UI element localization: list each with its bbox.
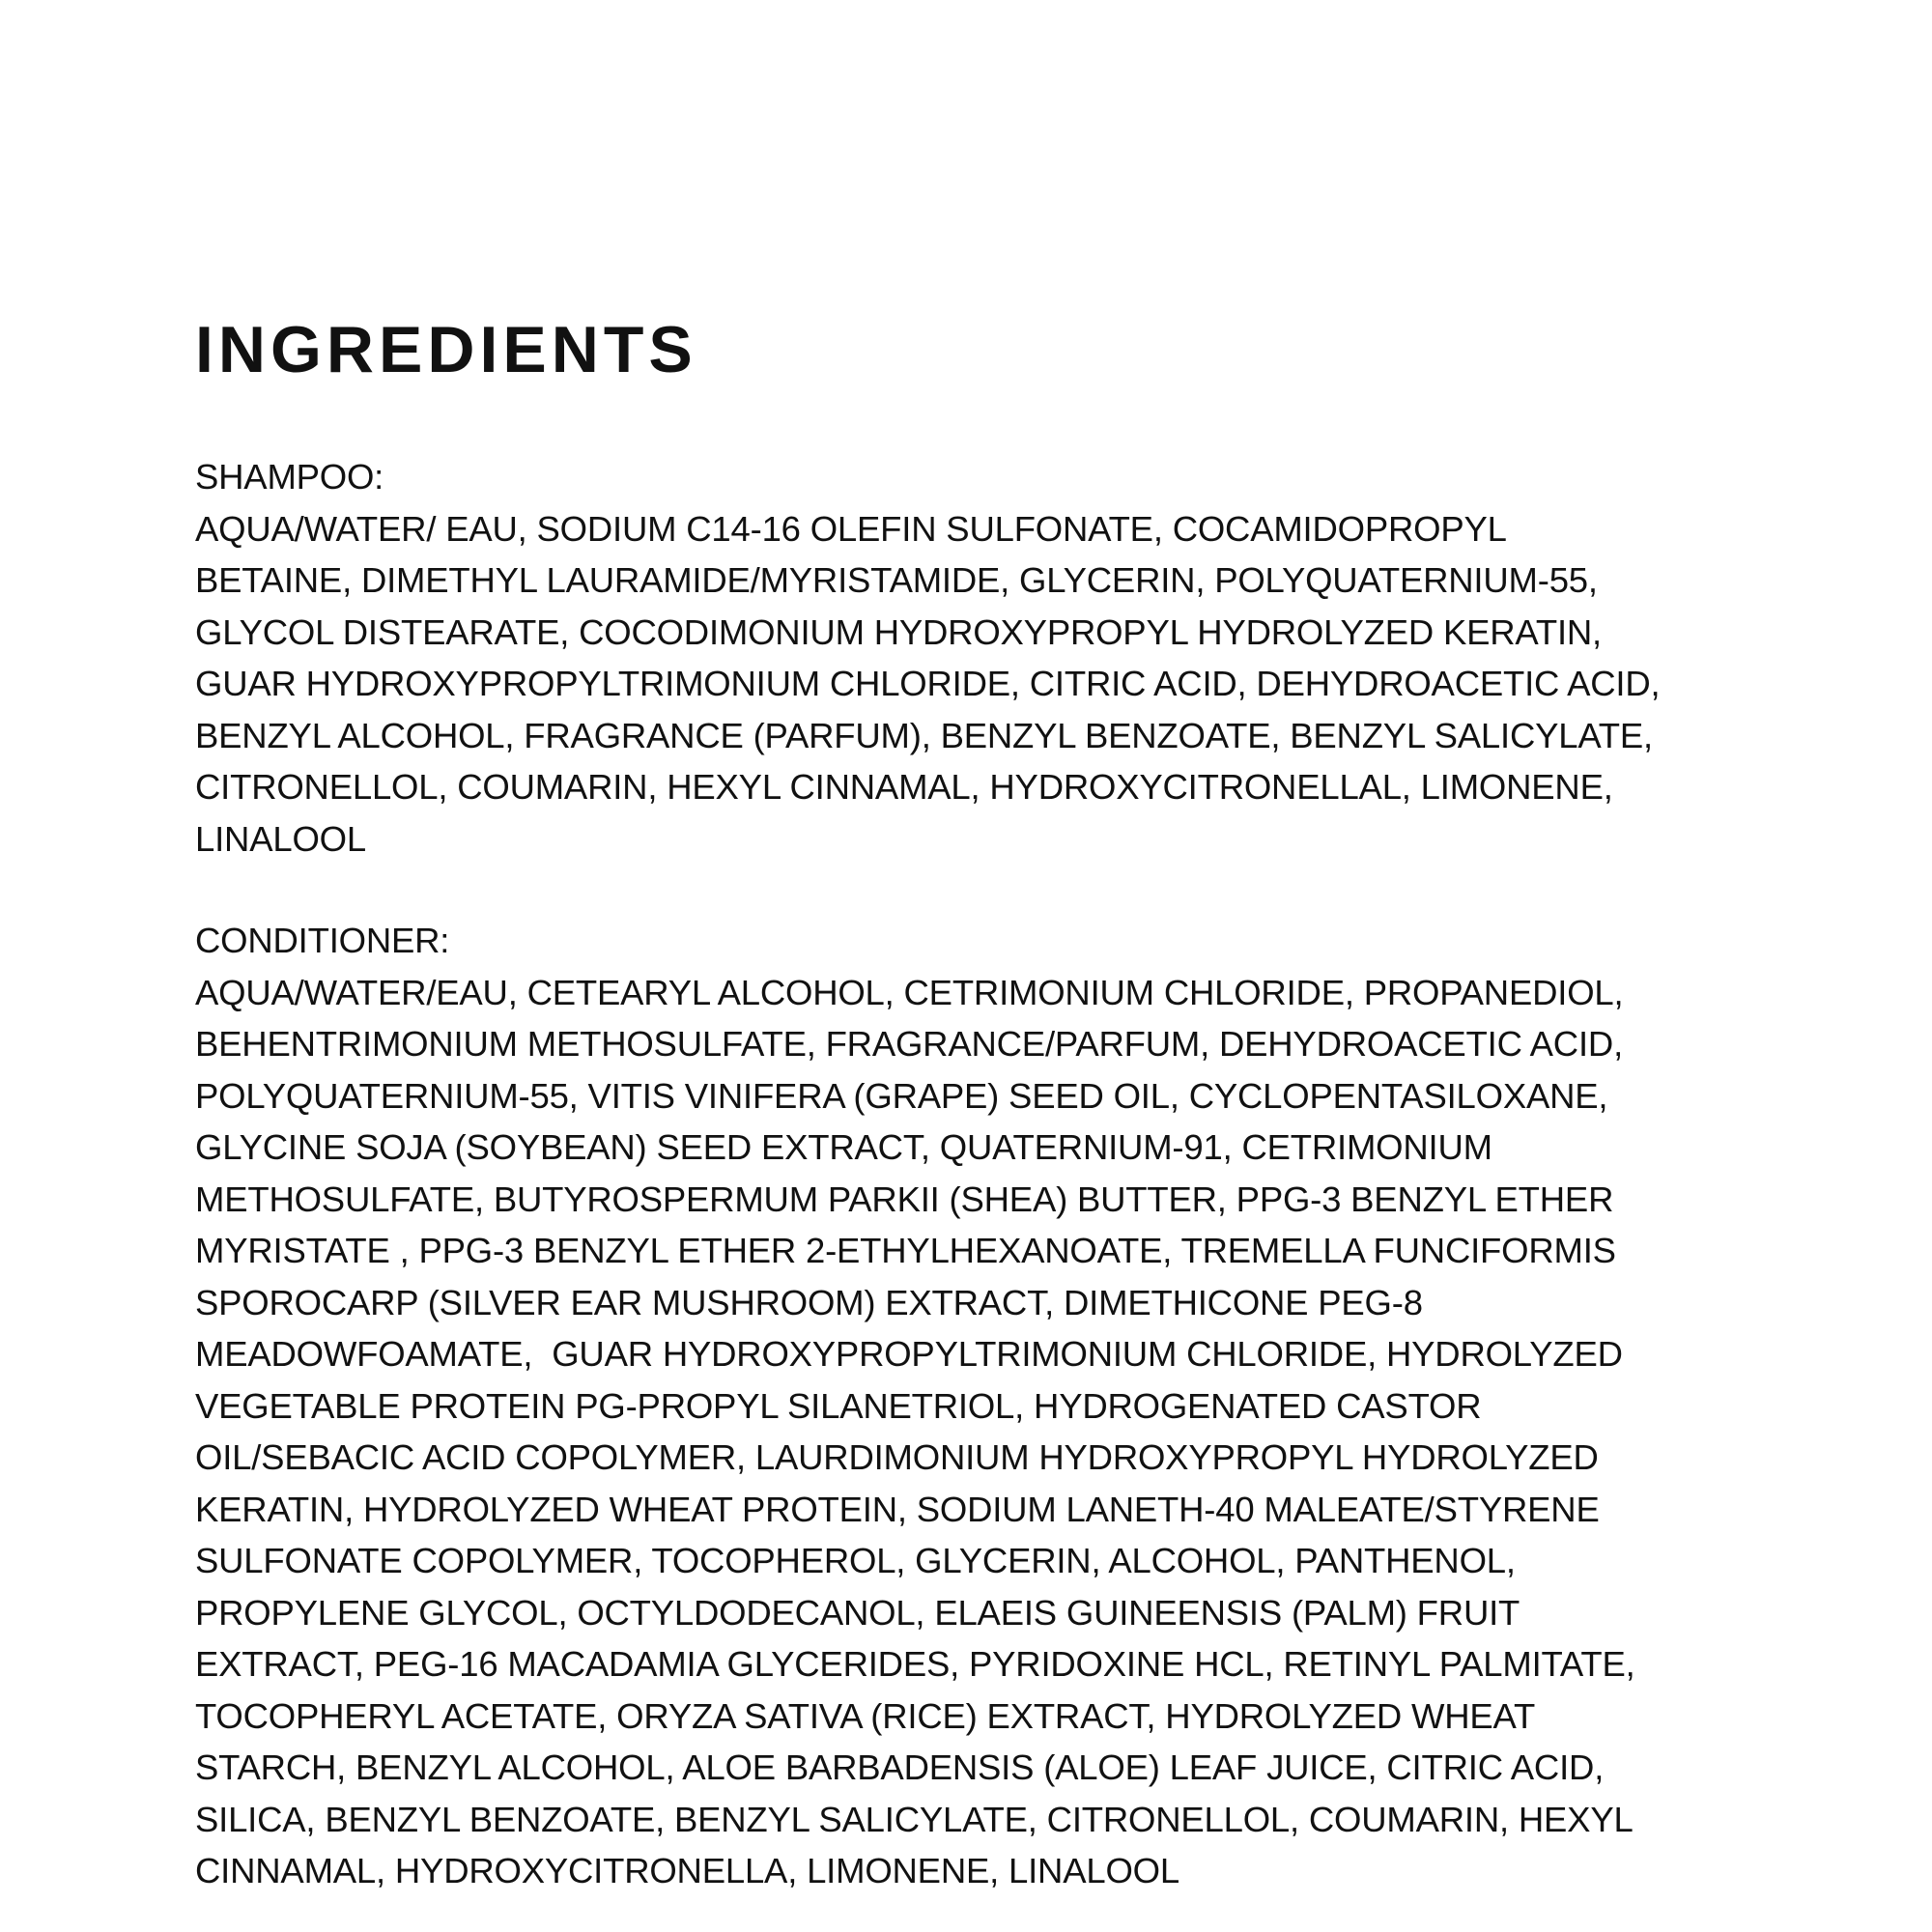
ingredient-line: EXTRACT, PEG-16 MACADAMIA GLYCERIDES, PYRIDOXINE HCL, RETINYL PALMITATE,	[195, 1644, 1635, 1684]
ingredient-line: BEHENTRIMONIUM METHOSULFATE, FRAGRANCE/PARFUM, DEHYDROACETIC ACID,	[195, 1024, 1624, 1064]
ingredient-line: BENZYL ALCOHOL, FRAGRANCE (PARFUM), BENZYL BENZOATE, BENZYL SALICYLATE,	[195, 715, 1653, 755]
ingredient-line: GLYCOL DISTEARATE, COCODIMONIUM HYDROXYPROPYL HYDROLYZED KERATIN,	[195, 611, 1603, 652]
ingredient-line: AQUA/WATER/EAU, CETEARYL ALCOHOL, CETRIMONIUM CHLORIDE, PROPANEDIOL,	[195, 972, 1624, 1012]
ingredient-line: TOCOPHERYL ACETATE, ORYZA SATIVA (RICE) EXTRACT, HYDROLYZED WHEAT	[195, 1695, 1536, 1736]
ingredient-line: MEADOWFOAMATE, GUAR HYDROXYPROPYLTRIMONIUM CHLORIDE, HYDROLYZED	[195, 1334, 1623, 1374]
ingredient-line: CITRONELLOL, COUMARIN, HEXYL CINNAMAL, HYDROXYCITRONELLAL, LIMONENE,	[195, 767, 1613, 807]
conditioner-section	[195, 915, 1895, 1897]
section-heading-shampoo: SHAMPOO:	[195, 457, 384, 497]
ingredient-line: LINALOOL	[195, 818, 366, 859]
ingredient-line: CINNAMAL, HYDROXYCITRONELLA, LIMONENE, LINALOOL	[195, 1851, 1179, 1890]
ingredient-line: KERATIN, HYDROLYZED WHEAT PROTEIN, SODIUM LANETH-40 MALEATE/STYRENE	[195, 1489, 1600, 1529]
ingredient-line: MYRISTATE , PPG-3 BENZYL ETHER 2-ETHYLHEXANOATE, TREMELLA FUNCIFORMIS	[195, 1231, 1616, 1270]
ingredient-line: GUAR HYDROXYPROPYLTRIMONIUM CHLORIDE, CITRIC ACID, DEHYDROACETIC ACID,	[195, 664, 1661, 703]
ingredient-line: SULFONATE COPOLYMER, TOCOPHEROL, GLYCERIN, ALCOHOL, PANTHENOL,	[195, 1541, 1516, 1580]
ingredient-line: POLYQUATERNIUM-55, VITIS VINIFERA (GRAPE) SEED OIL, CYCLOPENTASILOXANE,	[195, 1075, 1608, 1116]
shampoo-section	[195, 451, 1895, 865]
ingredient-line: PROPYLENE GLYCOL, OCTYLDODECANOL, ELAEIS GUINEENSIS (PALM) FRUIT	[195, 1592, 1520, 1633]
ingredient-line: METHOSULFATE, BUTYROSPERMUM PARKII (SHEA) BUTTER, PPG-3 BENZYL ETHER	[195, 1179, 1614, 1219]
ingredient-line: AQUA/WATER/ EAU, SODIUM C14-16 OLEFIN SULFONATE, COCAMIDOPROPYL	[195, 508, 1507, 549]
ingredient-line: VEGETABLE PROTEIN PG-PROPYL SILANETRIOL, HYDROGENATED CASTOR	[195, 1385, 1482, 1426]
ingredient-line: STARCH, BENZYL ALCOHOL, ALOE BARBADENSIS (ALOE) LEAF JUICE, CITRIC ACID,	[195, 1747, 1605, 1787]
ingredient-line: GLYCINE SOJA (SOYBEAN) SEED EXTRACT, QUATERNIUM-91, CETRIMONIUM	[195, 1127, 1492, 1167]
ingredient-line: SPOROCARP (SILVER EAR MUSHROOM) EXTRACT, DIMETHICONE PEG-8	[195, 1282, 1423, 1322]
ingredient-line: BETAINE, DIMETHYL LAURAMIDE/MYRISTAMIDE, GLYCERIN, POLYQUATERNIUM-55,	[195, 560, 1598, 600]
ingredient-line: SILICA, BENZYL BENZOATE, BENZYL SALICYLATE, CITRONELLOL, COUMARIN, HEXYL	[195, 1799, 1634, 1839]
page-title: INGREDIENTS	[195, 313, 697, 386]
ingredient-line: OIL/SEBACIC ACID COPOLYMER, LAURDIMONIUM HYDROXYPROPYL HYDROLYZED	[195, 1437, 1599, 1477]
section-heading-conditioner: CONDITIONER:	[195, 921, 450, 960]
